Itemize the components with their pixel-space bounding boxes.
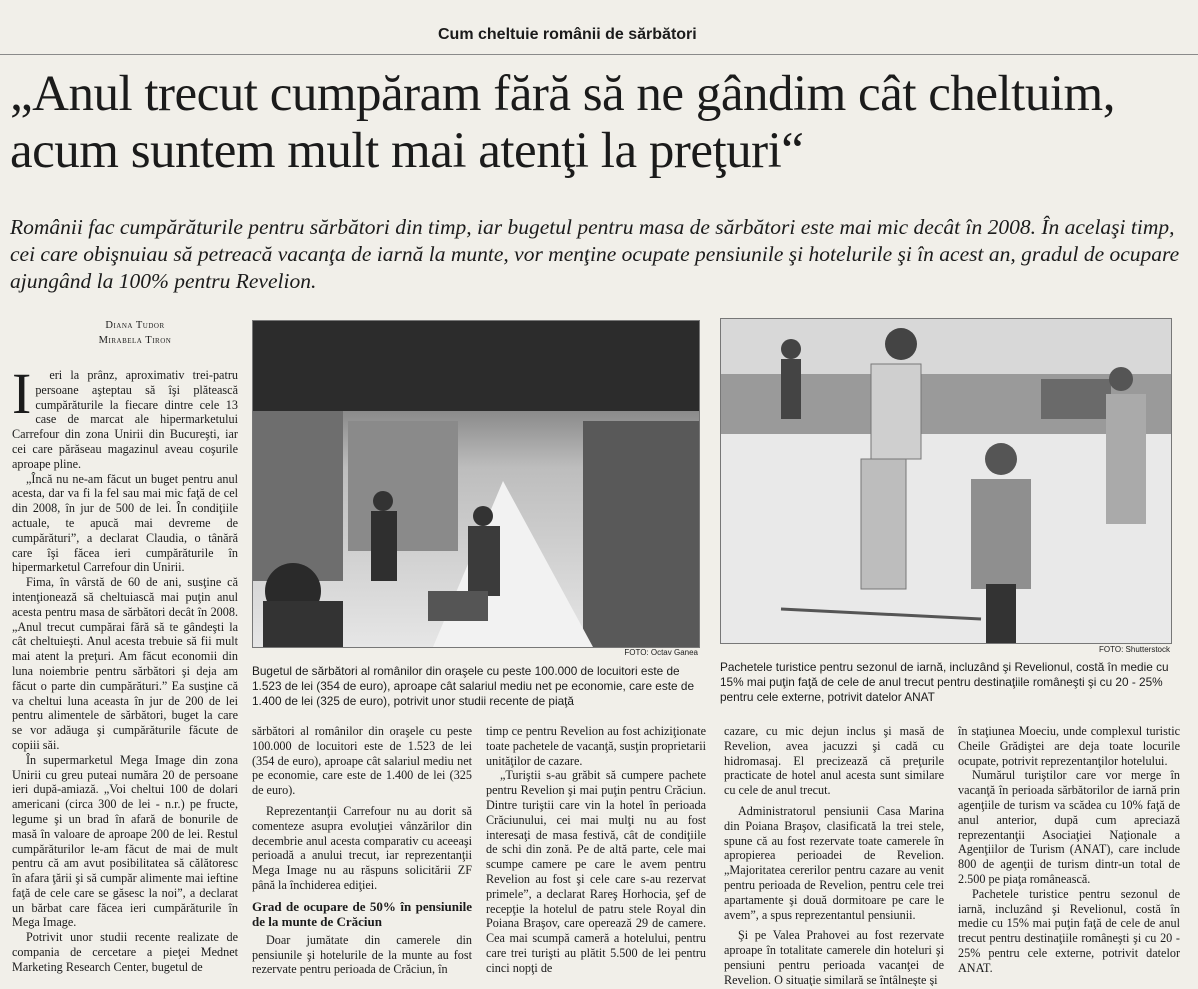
article-column-3: [486, 724, 706, 986]
paragraph: „Încă nu ne-am făcut un buget pentru anul acesta, dar va fi la fel sau mai mic faţă de cel din 2008, în jur de 500 de lei. În condiţiile actuale, te apucă mai devreme de cumpărături”, a declarat Claudia, o tânără care îşi făcea ieri cumpărăturile în hipermarketul Carrefour din Unirii.: [12, 471, 238, 575]
photo-ski: [720, 318, 1172, 644]
article-column-4: [724, 724, 944, 986]
paragraph: Şi pe Valea Prahovei au fost rezervate aproape în totalitate camerele din hoteluri şi pensiuni pentru perioada vacanţei de Revelion. O situaţie similară se întâlneşte şi: [724, 928, 944, 986]
section-subhead: Grad de ocupare de 50% în pensiunile de la munte de Crăciun: [252, 898, 472, 929]
paragraph: sărbători al românilor din oraşele cu peste 100.000 de locuitori este de 1.523 de lei (354 de euro), aproape cât salariul mediu net pe economie, care este de 1.400 de lei (325 de euro).: [252, 724, 472, 798]
paragraph: Fima, în vârstă de 60 de ani, susţine că intenţionează să cheltuiască mai puţin anul acesta pentru masa de sărbători decât în 2008. „Anul trecut cumpărai fără să te gândeşti la cât cheltuieşti. Anul acesta trebuie să fii mult mai atent la preţuri. Am făcut economii din luna noiembrie pentru sărbători şi deja am făcut o parte din cumpărături.” Ea susţine că va cheltui luna aceasta în jur de 200 de lei pentru alimentele de sărbători, buget la care se vor adăuga şi cumpărăturile făcute de copiii săi.: [12, 575, 238, 752]
paragraph: Potrivit unor studii recente realizate de compania de cercetare a pieţei Mednet Marketing Research Center, bugetul de: [12, 930, 238, 974]
paragraph: Numărul turiştilor care vor merge în vacanţă în perioada sărbătorilor de iarnă prin agenţiile de turism va scădea cu 10% faţă de anul anterior, după cum apreciază reprezentanţii Asociaţiei Naţionale a Agenţiilor de Turism (ANAT), care include 800 de agenţii de turism dintr-un total de 2.500 pe piaţa românească.: [958, 768, 1180, 886]
photo-caption-1: Bugetul de sărbători al românilor din oraşele cu peste 100.000 de locuitori este de 1.523 de lei (354 de euro), aproape cât salariul mediu net pe economie, care este de 1.400 de lei (325 de euro), potrivit unor studii recente de piaţă: [252, 664, 695, 708]
byline-author-2: Mirabela Tiron: [98, 335, 172, 346]
paragraph: în staţiunea Moeciu, unde complexul turistic Cheile Grădiştei are deja toate locurile ocupate, potrivit reprezentanţilor hotelului.: [958, 724, 1180, 768]
paragraph: timp ce pentru Revelion au fost achiziţionate toate pachetele de vacanţă, susţin proprietarii unităţilor de cazare.: [486, 724, 706, 768]
article-column-5: [958, 724, 1180, 986]
photo-credit-2: FOTO: Shutterstock: [1099, 645, 1170, 654]
header-rule: [0, 54, 1198, 55]
paragraph: Doar jumătate din camerele din pensiunile şi hotelurile de la munte au fost rezervate pentru perioada de Crăciun, în: [252, 932, 472, 977]
section-rubric: Cum cheltuie românii de sărbători: [438, 26, 697, 43]
article-column-1: [12, 368, 238, 986]
paragraph: În supermarketul Mega Image din zona Unirii cu greu puteai număra 20 de persoane ieri după-amiază. „Voi cheltui 100 de dolari americani (circa 300 de lei - n.r.) pe fructe, legume şi un brad în afară de bonurile de masă în valoare de aproape 200 de lei. Restul cumpărăturilor le-am făcut de mai de mult pentru că am avut posibilitatea să călătoresc în afara ţării şi să cumpăr alimente mai ieftine faţă de cele care se găsesc la noi”, a declarat un bărbat care făcea ieri cumpărăturile în Mega Image.: [12, 752, 238, 930]
paragraph: „Turiştii s-au grăbit să cumpere pachete pentru Revelion şi mai puţin pentru Crăciun. Dintre turiştii care vin la hotel în perioada Crăciunului, cei mai mulţi nu au fost interesaţi de masa festivă, cât de condiţiile de schi din zonă. Pe de altă parte, cele mai scumpe camere pe care le avem pentru Revelion au fost şi cele care s-au rezervat primele”, a declarat Rareş Horhocia, şef de recepţie la hotelul de patru stele Royal din Poiana Braşov, care operează 29 de camere. Cea mai scumpă cameră a hotelului, pentru care trei turişti au plătit 5.500 de lei pentru cinci nopţi de: [486, 768, 706, 975]
lead-paragraph: Românii fac cumpărăturile pentru sărbători din timp, iar bugetul pentru masa de sărbători este mai mic decât în 2008. În acelaşi timp, cei care obişnuiau să petreacă vacanţa de iarnă la munte, vor menţine ocupate pensiunile şi hotelurile şi în acest an, gradul de ocupare ajungând la 100% pentru Revelion.: [10, 215, 1180, 293]
paragraph: Pachetele turistice pentru sezonul de iarnă, incluzând şi Revelionul, costă în medie cu 15% mai puţin faţă de cele de anul trecut pentru destinaţiile româneşti şi cu 20 - 25% pentru cele externe, potrivit datelor ANAT.: [958, 886, 1180, 975]
ski-photo-image: [721, 319, 1171, 643]
byline-author-1: Diana Tudor: [105, 320, 165, 331]
drop-cap: I: [12, 368, 32, 426]
paragraph: Administratorul pensiunii Casa Marina din Poiana Braşov, clasificată la trei stele, spune că au fost rezervate toate camerele în apropierea perioadei de Revelion. „Majoritatea cererilor pentru cazare au venit pentru perioada de Revelion, pentru cele trei apartamente şi două dormitoare pe care le avem”, a spus reprezentantul pensiunii.: [724, 803, 944, 922]
photo-caption-2: Pachetele turistice pentru sezonul de iarnă, incluzând şi Revelionul, costă în medie cu 15% mai puţin faţă de cele de anul trecut pentru destinaţiile româneşti şi cu 20 - 25% pentru cele externe, potrivit datelor ANAT: [720, 660, 1169, 704]
article-column-2: [252, 724, 472, 986]
photo-credit-1: FOTO: Octav Ganea: [624, 648, 698, 657]
supermarket-photo-image: [253, 321, 699, 647]
paragraph: cazare, cu mic dejun inclus şi masă de Revelion, avea jacuzzi şi cadă cu hidromasaj. El precizează că preţurile practicate de hotel anul acesta sunt similare cu cele de anul trecut.: [724, 724, 944, 798]
paragraph: Reprezentanţii Carrefour nu au dorit să comenteze asupra evoluţiei vânzărilor din decembrie anul acesta comparativ cu aceeaşi perioadă a anului trecut, iar reprezentanţii Mega Image nu au răspuns solicitării ZF până la închiderea ediţiei.: [252, 803, 472, 892]
paragraph: eri la prânz, aproximativ trei-patru persoane aşteptau să îşi plătească cumpărăturile la fiecare dintre cele 13 case de marcat ale hipermarketului Carrefour din zona Unirii din Bucureşti, iar cei care părăseau magazinul aveau coşurile aproape pline.: [12, 368, 238, 471]
photo-supermarket: [252, 320, 700, 648]
headline: „Anul trecut cumpăram fără să ne gândim cât cheltuim, acum suntem mult mai atenţi la preţuri“: [10, 66, 1115, 179]
